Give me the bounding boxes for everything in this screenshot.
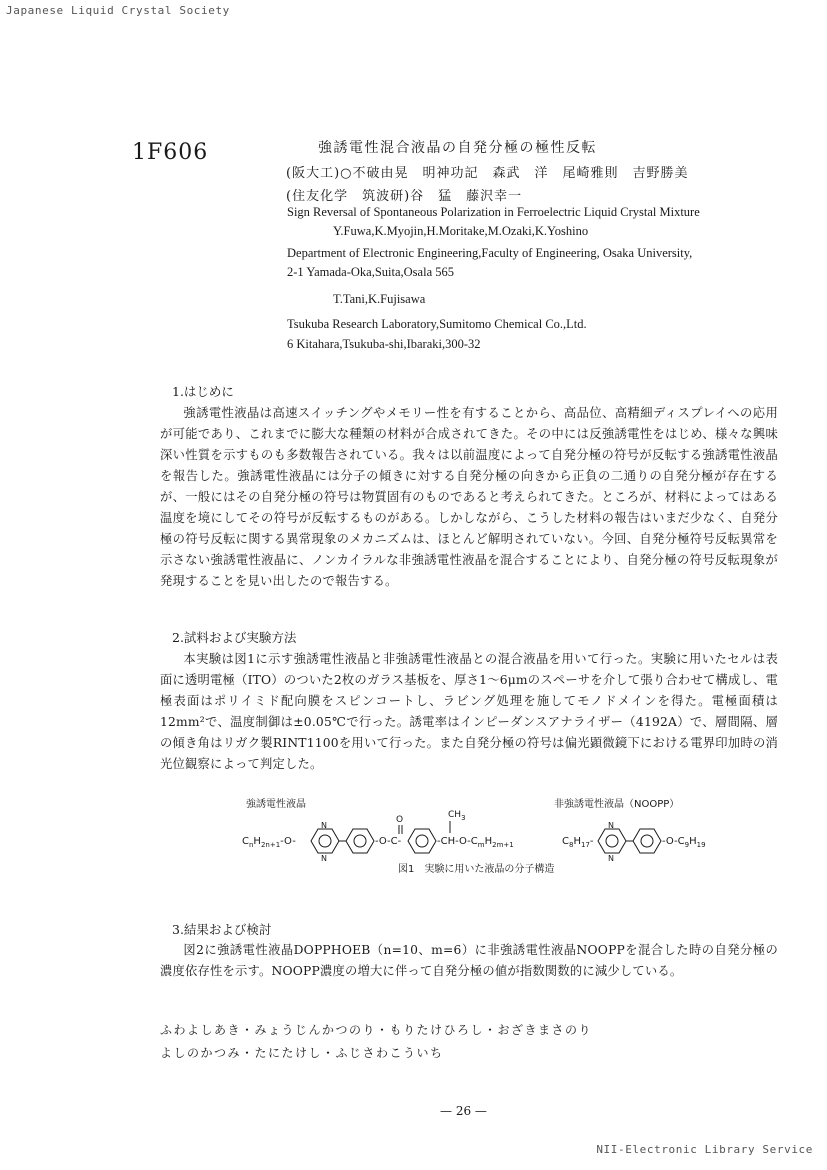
methyl-group: $CH_3$ — [448, 810, 466, 822]
authors-en-2: T.Tani,K.Fujisawa — [333, 292, 426, 306]
carbonyl-oxygen: O — [396, 815, 404, 825]
society-header: Japanese Liquid Crystal Society — [6, 4, 230, 17]
formula-right-alkyl: $C_8H_{17}-$ — [562, 836, 594, 849]
formula-right-alkoxy: $-O-C_9H_{19}$ — [662, 836, 706, 849]
section-heading-methods: 2.試料および実験方法 — [172, 630, 297, 645]
affiliation-2-line2: 6 Kitahara,Tsukuba-shi,Ibaraki,300-32 — [287, 337, 481, 351]
paper-code: 1F606 — [132, 140, 209, 165]
nitrogen-label: N — [321, 821, 327, 830]
affiliation-1-line2: 2-1 Yamada-Oka,Suita,Osala 565 — [287, 265, 454, 279]
furigana-line2: よしのかつみ・たにたけし・ふじさわこういち — [160, 1046, 444, 1060]
nitrogen-label: N — [608, 821, 614, 830]
paragraph: 強誘電性液晶は高速スイッチングやメモリー性を有することから、高品位、高精細ディスプレイへの応用が可能であり、これまでに膨大な種類の材料が合成されてきた。その中には反強誘電性をはじめ、様々な興味深い性質を示すものも多数報告されている。我々は以前温度によって自発分極の符号が反転する強誘電性液晶を報告した。強誘電性液晶には分子の傾きに対する自発分極の向きから正負の二通りの自発分極が存在するが、一般にはその自発分極の符号は物質固有のものであると考えられてきた。ところが、材料によってはある温度を境にしてその符号が反転するものがある。しかしながら、こうした材料の報告はいまだ少なく、自発分極の符号反転に関する異常現象のメカニズムは、ほとんど解明されていない。今回、自発分極符号反転異常を示さない強誘電性液晶に、ノンカイラルな非強誘電性液晶を混合することにより、自発分極の符号反転現象が発現することを見い出したので報告する。 — [160, 406, 778, 588]
authors-en-1: Y.Fuwa,K.Myojin,H.Moritake,M.Ozaki,K.Yoshino — [333, 224, 589, 238]
authors-jp-line1: (阪大工)○不破由晃 明神功記 森武 洋 尾崎雅則 吉野勝美 — [286, 166, 689, 181]
section-body-intro — [160, 403, 778, 592]
affiliation-2-line1: Tsukuba Research Laboratory,Sumitomo Chemical Co.,Ltd. — [287, 317, 587, 331]
section-body-methods — [160, 649, 778, 775]
paragraph: 本実験は図1に示す強誘電性液晶と非強誘電性液晶との混合液晶を用いて行った。実験に用いたセルは表面に透明電極（ITO）のついた2枚のガラス基板を、厚さ1～6μmのスペーサを介して張り合わせて構成し、電極表面はポリイミド配向膜をスピンコートし、ラビング処理を施してモノドメインを得た。電極面積は12mm²で、温度制御は±0.05℃で行った。誘電率はインピーダンスアナライザー（4192A）で、層間隔、層の傾き角はリガク製RINT1100を用いて行った。また自発分極の符号は偏光顕微鏡下における電界印加時の消光位観察によって判定した。 — [160, 652, 778, 771]
paper-title-en: Sign Reversal of Spontaneous Polarization in Ferroelectric Liquid Crystal Mixture — [287, 205, 700, 219]
chiral-chain: $-CH-O-C_mH_{2m+1}$ — [437, 836, 514, 849]
figure-label-nonferroelectric: 非強誘電性液晶（NOOPP） — [554, 799, 680, 810]
benzene-ring-left — [346, 829, 374, 853]
affiliation-1-line1: Department of Electronic Engineering,Faculty of Engineering, Osaka University, — [287, 246, 693, 260]
figure-label-ferroelectric: 強誘電性液晶 — [246, 799, 306, 810]
paper-title-jp: 強誘電性混合液晶の自発分極の極性反転 — [318, 140, 597, 156]
figure-molecular-structures — [236, 796, 716, 876]
molecule-diagram — [236, 796, 716, 876]
nitrogen-label: N — [321, 854, 327, 863]
page-number: — 26 — — [440, 1104, 487, 1118]
formula-left-alkyl: $C_nH_{2n+1}-O-$ — [242, 836, 296, 849]
section-heading-results: 3.結果および検討 — [172, 922, 272, 937]
pyrimidine-ring-nooPP — [598, 829, 626, 853]
authors-jp-line2: (住友化学 筑波研)谷 猛 藤沢幸一 — [286, 189, 523, 204]
ester-oxygen: -O-C- — [375, 836, 402, 847]
nitrogen-label: N — [608, 854, 614, 863]
furigana-line1: ふわよしあき・みょうじんかつのり・もりたけひろし・おざきまさのり — [160, 1023, 593, 1037]
section-body-results — [160, 940, 778, 982]
figure-caption: 図1 実験に用いた液晶の分子構造 — [398, 864, 555, 875]
paragraph: 図2に強誘電性液晶DOPPHOEB（n=10、m=6）に非強誘電性液晶NOOPPを混合した時の自発分極の濃度依存性を示す。NOOPP濃度の増大に伴って自発分極の値が指数関数的に減少している。 — [160, 943, 778, 978]
benzene-ring-right — [408, 829, 436, 853]
section-heading-intro: 1.はじめに — [172, 384, 234, 399]
benzene-ring-nooPP — [633, 829, 661, 853]
library-footer: NII-Electronic Library Service — [596, 1143, 813, 1156]
pyrimidine-ring-left — [311, 829, 339, 853]
